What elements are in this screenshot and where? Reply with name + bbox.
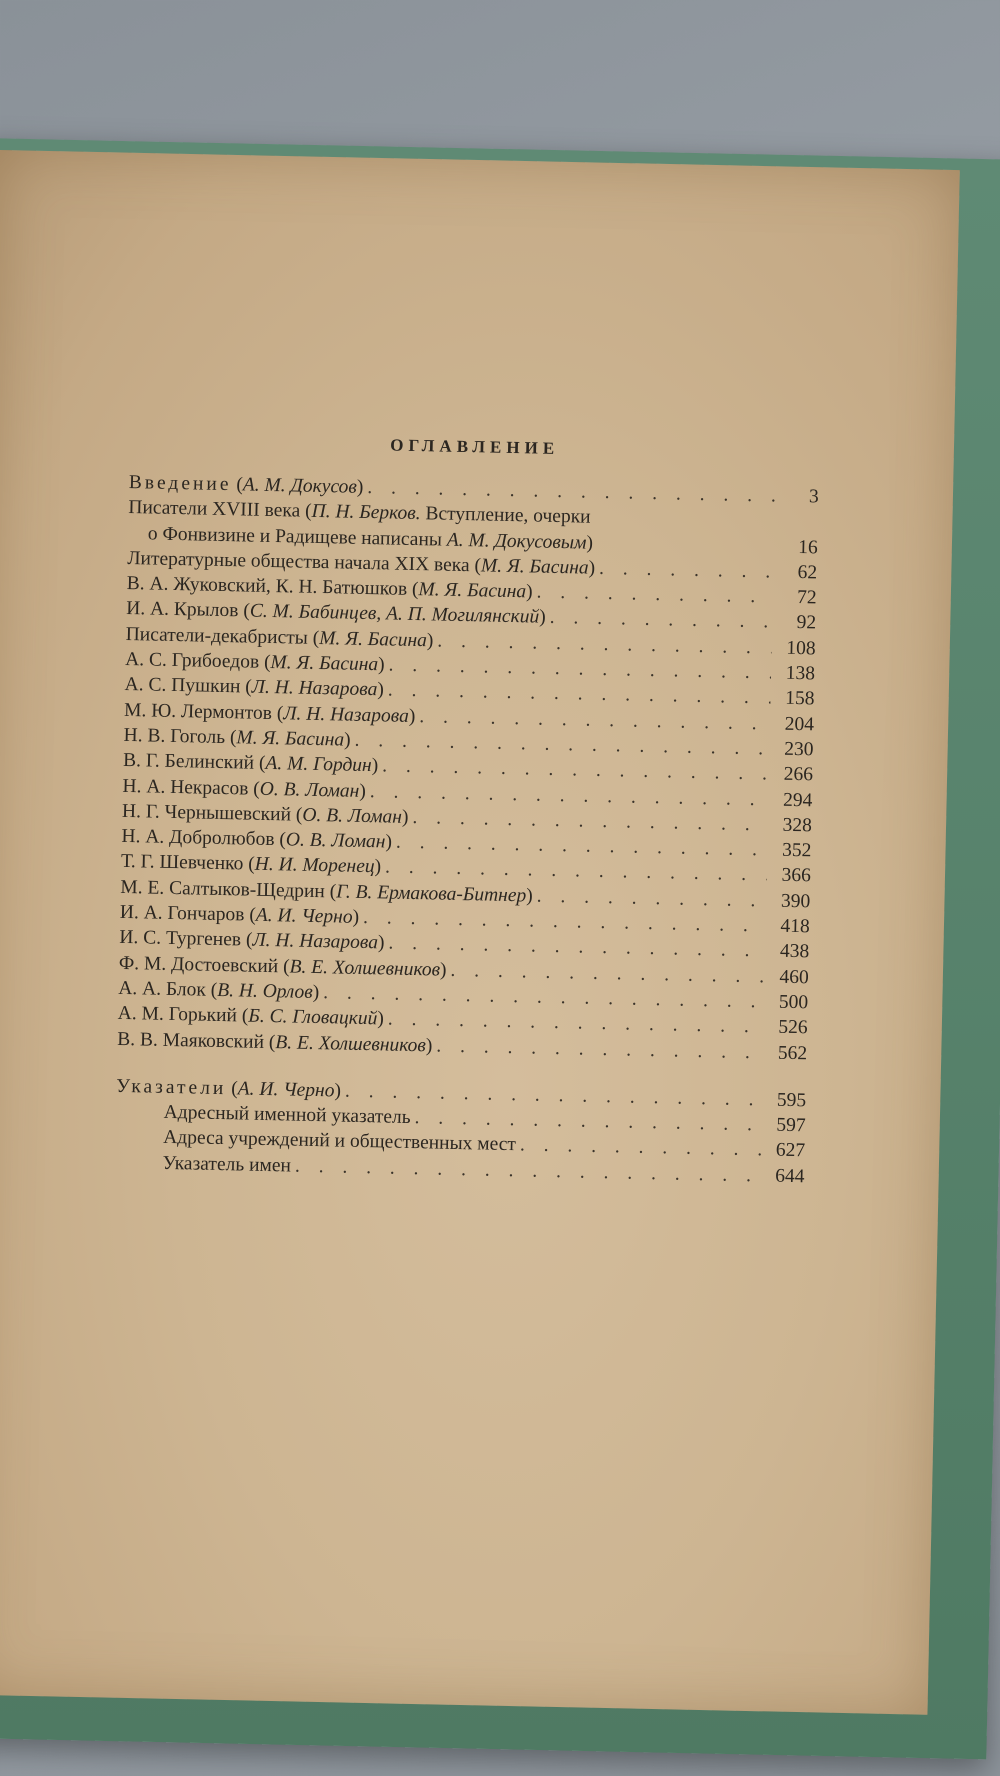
page-number: 16: [797, 536, 818, 559]
page-number: 366: [781, 865, 812, 887]
toc-entry: Введение (А. М. Докусов) . . . 3: [129, 470, 819, 510]
page-number: 328: [782, 814, 813, 837]
toc-entry-index: Указатели (А. И. Черно) . . . 595: [116, 1074, 806, 1114]
page-number: 644: [775, 1165, 805, 1188]
page-number: 62: [797, 561, 818, 584]
page-number: 390: [780, 890, 811, 913]
toc-entry: В. А. Жуковский, К. Н. Батюшков (М. Я. Басина) . . . 72: [127, 571, 817, 611]
page-number: 597: [776, 1114, 806, 1137]
toc-entry: Писатели-декабристы (М. Я. Басина) . . . 108: [125, 622, 815, 662]
toc-entry: М. Е. Салтыков-Щедрин (Г. В. Ермакова-Битнер) . . . 390: [120, 875, 810, 915]
toc-entry: И. С. Тургенев (Л. Н. Назарова) . . . 438: [119, 925, 809, 965]
toc-entry: Н. Г. Чернышевский (О. В. Ломан) . . . 328: [122, 799, 812, 839]
page-number: 3: [808, 486, 819, 508]
toc-subentry: Адреса учреждений и общественных мест . . . 627: [115, 1124, 805, 1164]
toc-entry: Н. А. Некрасов (О. В. Ломан) . . . 294: [122, 773, 812, 813]
page-number: 266: [783, 764, 814, 786]
page-number: 204: [784, 713, 815, 736]
page-number: 108: [786, 637, 816, 660]
toc-entry: Н. В. Гоголь (М. Я. Басина) . . . 230: [123, 723, 813, 763]
page-number: 72: [796, 587, 817, 609]
page-number: 526: [778, 1016, 808, 1039]
toc-subentry: Адресный именной указатель . . . 597: [115, 1099, 805, 1139]
page-number: 438: [779, 941, 810, 963]
toc-entry: И. А. Гончаров (А. И. Черно) . . . 418: [120, 900, 810, 940]
page-number: 92: [796, 612, 817, 634]
toc-entry: А. А. Блок (В. Н. Орлов) . . . 500: [118, 976, 808, 1016]
page-number: 294: [782, 789, 813, 811]
table-of-contents: [114, 430, 819, 1189]
toc-entry: Писатели XVIII века (П. Н. Берков. Вступление, очерки о Фонвизине и Радищеве написаны А. М. Докусовым) 16: [128, 495, 819, 560]
page-number: 460: [779, 966, 809, 988]
page-number: 352: [781, 839, 812, 862]
toc-entry: А. С. Грибоедов (М. Я. Басина) . . . 138: [125, 647, 815, 687]
page-number: 230: [783, 738, 814, 761]
page-number: 562: [777, 1042, 808, 1064]
page-number: 158: [785, 688, 815, 710]
page-number: 595: [776, 1089, 807, 1112]
page-number: 138: [785, 662, 816, 685]
toc-entry: В. Г. Белинский (А. М. Гордин) . . . 266: [123, 748, 813, 788]
toc-entry: Ф. М. Достоевский (В. Е. Холшевников) . . . 460: [119, 951, 809, 991]
toc-title: ОГЛАВЛЕНИЕ: [390, 435, 560, 458]
toc-subentry: Указатель имен . . . 644: [114, 1150, 804, 1190]
toc-entry: А. М. Горький (Б. С. Гловацкий) . . . 526: [118, 1001, 808, 1041]
page-number: 418: [780, 915, 810, 938]
toc-entry: Литературные общества начала XIX века (М. Я. Басина) . . . 62: [127, 546, 817, 586]
toc-entry: Н. А. Добролюбов (О. В. Ломан) . . . 352: [121, 824, 811, 864]
page-number: 627: [775, 1140, 806, 1162]
toc-entry: И. А. Крылов (С. М. Бабинцев, А. П. Могилянский) . . . 92: [126, 596, 816, 636]
page-number: 500: [778, 991, 809, 1014]
toc-entry: В. В. Маяковский (В. Е. Холшевников) . . . 562: [117, 1026, 807, 1066]
toc-entry: Т. Г. Шевченко (Н. И. Моренец) . . . 366: [121, 849, 811, 889]
toc-entry: А. С. Пушкин (Л. Н. Назарова) . . . 158: [124, 672, 814, 712]
toc-entry: М. Ю. Лермонтов (Л. Н. Назарова) . . . 204: [124, 698, 814, 738]
